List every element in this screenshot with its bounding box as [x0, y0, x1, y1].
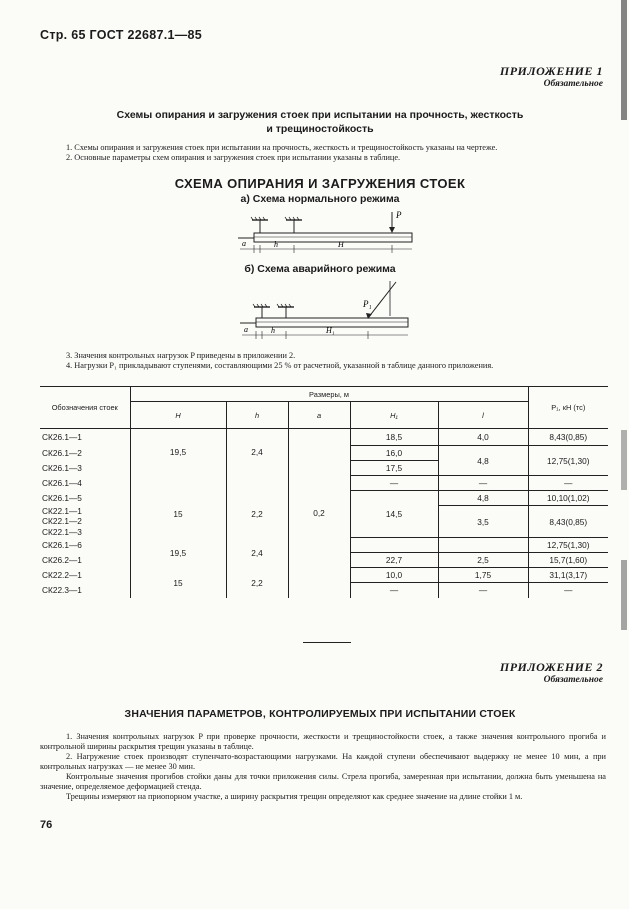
cell-H1: —: [350, 476, 438, 491]
appendix1-status: Обязательное: [543, 79, 603, 89]
appendix1-notes: [40, 351, 606, 371]
cell-H: 15: [130, 491, 226, 538]
appendix2-label: ПРИЛОЖЕНИЕ 2: [499, 660, 603, 674]
row-name: СК26.1—1: [42, 432, 82, 443]
col-h-header: h: [226, 402, 288, 429]
label-a-b: a: [244, 325, 248, 334]
cell-h: 2,2: [226, 568, 288, 598]
cell-l: —: [438, 583, 528, 598]
load-arrow-P1: [368, 282, 396, 318]
cell-P1: 15,7(1,60): [528, 553, 608, 568]
cell-H: 19,5: [130, 429, 226, 476]
appendix2-para1: 1. Значения контрольных нагрузок P при проверке прочности, жесткости и трещиностойкости стоек, а также значения контрольного прогиба и контрольной ширины раскрытия трещин указаны в таблице.: [40, 732, 606, 751]
row-name: СК26.1—6: [42, 540, 82, 550]
appendix1-para3: 3. Значения контрольных нагрузок P приведены в приложении 2.: [66, 351, 296, 360]
label-H: H: [338, 240, 344, 249]
appendix2-title: ЗНАЧЕНИЯ ПАРАМЕТРОВ, КОНТРОЛИРУЕМЫХ ПРИ ИСПЫТАНИИ СТОЕК: [124, 708, 516, 720]
appendix1-label: ПРИЛОЖЕНИЕ 1: [499, 64, 603, 78]
cell-H1: 14,5: [350, 491, 438, 538]
cell-h: 2,4: [226, 538, 288, 568]
cell-a: 0,2: [288, 429, 350, 598]
cell-H1: 22,7: [350, 553, 438, 568]
scheme-a-title: а) Схема нормального режима: [240, 193, 400, 205]
cell-l: 2,5: [438, 553, 528, 568]
cell-H1: 17,5: [350, 461, 438, 476]
scan-edge-mark: [621, 430, 627, 490]
col-sizes-header: Размеры, м: [130, 387, 528, 402]
cell-l: 4,8: [438, 446, 528, 476]
appendix1-para2: 2. Основные параметры схем опирания и загружения стоек при испытании указаны в таблице.: [66, 153, 401, 162]
support-left: [251, 217, 268, 233]
col-a-header: a: [288, 402, 350, 429]
appendix2-para3: Контрольные значения прогибов стойки даны для точки приложения силы. Стрела прогиба, замеренная при испытании, должна быть уменьшена на значение, определяемое деформацией стенда.: [40, 772, 606, 791]
cell-P1: —: [528, 583, 608, 598]
cell-P1: 12,75(1,30): [528, 446, 608, 476]
appendix1-title: [40, 108, 600, 136]
cell-H1: 18,5: [350, 429, 438, 446]
cell-H1: 16,0: [350, 446, 438, 461]
section-divider: [303, 642, 351, 643]
row-name: СК26.1—4: [42, 478, 82, 488]
appendix1-title-line1: Схемы опирания и загружения стоек при испытании на прочность, жесткость: [116, 109, 524, 121]
cell-P1: 10,10(1,02): [528, 491, 608, 506]
col-l-header: l: [438, 402, 528, 429]
row-name: СК26.1—3: [42, 463, 82, 473]
row-name: СК26.1—5: [42, 493, 82, 503]
appendix2-body: [40, 732, 606, 802]
col-H1-header: H₁: [350, 402, 438, 429]
table-row: [40, 429, 608, 446]
cell-P1: 8,43(0,85): [528, 506, 608, 538]
parameters-table: [40, 386, 608, 598]
col-p1-header: P₁, кН (тс): [528, 387, 608, 429]
appendix1-title-line2: и трещиностойкость: [266, 123, 374, 135]
cell-l: 3,5: [438, 506, 528, 538]
row-name: СК22.1—1: [42, 505, 82, 516]
col-name-header: Обозначения стоек: [51, 403, 118, 412]
row-name: СК22.3—1: [42, 585, 82, 595]
appendix1-intro: [40, 143, 606, 163]
cell-H: 15: [130, 568, 226, 598]
scheme-title: СХЕМА ОПИРАНИЯ И ЗАГРУЖЕНИЯ СТОЕК: [174, 176, 466, 191]
scan-edge-mark: [621, 0, 627, 120]
cell-l: 4,0: [438, 429, 528, 446]
label-a: a: [242, 239, 246, 248]
cell-h: 2,4: [226, 429, 288, 476]
cell-H1: 10,0: [350, 568, 438, 583]
label-h-b: h: [271, 326, 275, 335]
page-header: Стр. 65 ГОСТ 22687.1—85: [40, 28, 203, 42]
cell-P1: 31,1(3,17): [528, 568, 608, 583]
cell-H1: —: [350, 583, 438, 598]
load-arrowhead: [389, 227, 395, 233]
appendix2-para4: Трещины измеряют на приопорном участке, а ширину раскрытия трещин определяют как среднее значение на длине стойки 1 м.: [66, 792, 523, 801]
page-number: 76: [40, 819, 53, 831]
cell-l: —: [438, 476, 528, 491]
appendix2-para2: 2. Нагружение стоек производят ступенчато-возрастающими нагрузками. На каждой ступени обеспечивают выдержку не менее 10 мин, а при контрольных нагрузках — не менее 30 мин.: [40, 752, 606, 771]
appendix1-heading: [500, 64, 603, 89]
row-name: СК22.1—2: [42, 515, 82, 526]
cell-P1: 12,75(1,30): [528, 538, 608, 553]
support-right-b: [277, 304, 294, 318]
cell-l: 4,8: [438, 491, 528, 506]
cell-H: 19,5: [130, 538, 226, 568]
label-H1: H₁: [326, 326, 335, 335]
label-P1: P₁: [363, 299, 372, 309]
cell-h: 2,2: [226, 491, 288, 538]
cell-P1: 8,43(0,85): [528, 429, 608, 446]
support-right: [285, 217, 302, 233]
row-name: СК26.1—2: [42, 448, 82, 458]
row-name: СК22.1—3: [42, 526, 82, 537]
appendix1-para1: 1. Схемы опирания и загружения стоек при испытании на прочность, жесткость и трещиностойкость указаны на чертеже.: [66, 143, 498, 152]
support-left-b: [253, 304, 270, 318]
appendix2-heading: [500, 660, 603, 685]
label-h: h: [274, 240, 278, 249]
appendix2-status: Обязательное: [543, 675, 603, 685]
cell-P1: —: [528, 476, 608, 491]
cell-l: 1,75: [438, 568, 528, 583]
scheme-b-title: б) Схема аварийного режима: [244, 263, 396, 275]
label-P: P: [396, 210, 402, 220]
col-H-header: H: [130, 402, 226, 429]
scan-edge-mark: [621, 560, 627, 630]
row-name: СК22.2—1: [42, 570, 82, 580]
scheme-a-diagram: [238, 206, 418, 256]
row-name: СК26.2—1: [42, 555, 82, 565]
scheme-b-diagram: [240, 279, 416, 345]
appendix1-para4: 4. Нагрузки P₁ прикладывают ступенями, составляющими 25 % от расчетной, указанной в таблице данного приложения.: [66, 361, 494, 370]
